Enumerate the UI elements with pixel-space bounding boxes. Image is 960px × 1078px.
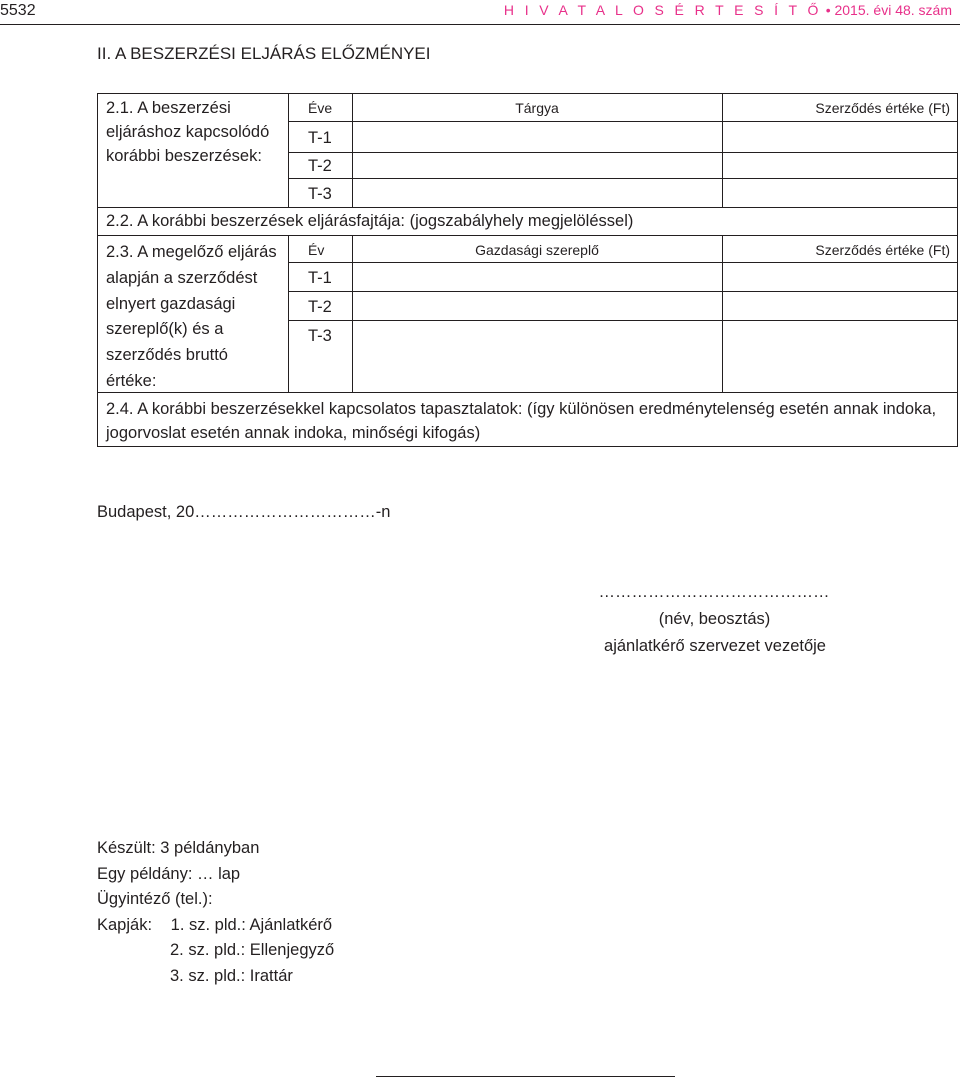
row-label-t1: T-1: [308, 269, 332, 287]
issue-number: • 2015. évi 48. szám: [825, 2, 952, 18]
row-2-3-label: 2.3. A megelőző eljárás alapján a szerződést elnyert gazdasági szereplő(k) és a szerződés bruttó értéke:: [106, 243, 277, 390]
column-header-economic-operator: Gazdasági szereplő: [475, 242, 599, 258]
signature-line: ……………………………………: [598, 583, 830, 601]
signatory-name-title: (név, beosztás): [658, 610, 771, 628]
place-date: Budapest, 20……………………………-n: [97, 503, 391, 521]
row-label-t3: T-3: [308, 185, 332, 203]
administrator: Ügyintéző (tel.):: [97, 890, 213, 908]
column-header-contract-value: Szerződés értéke (Ft): [815, 242, 950, 258]
row-2-2-text: 2.2. A korábbi beszerzések eljárásfajtája: (jogszabályhely megjelöléssel): [106, 212, 634, 230]
one-copy-pages: Egy példány: … lap: [97, 864, 241, 883]
table-rule: [288, 262, 957, 263]
column-header-year: Éve: [308, 100, 333, 116]
row-label-t2: T-2: [308, 298, 332, 316]
column-header-subject: Tárgya: [515, 100, 559, 116]
recipients-label: Kapják:: [97, 915, 153, 934]
row-label-t1: T-1: [308, 129, 332, 147]
column-header-contract-value: Szerződés értéke (Ft): [815, 100, 950, 116]
signature-block: [594, 580, 894, 661]
row-2-4-text: 2.4. A korábbi beszerzésekkel kapcsolatos tapasztalatok: (így különösen eredménytelenség esetén annak indoka, jogorvoslat esetén annak indoka, minőségi kifogás): [106, 400, 937, 442]
table-rule: [722, 235, 723, 392]
running-header: [504, 2, 952, 18]
section-title: II. A BESZERZÉSI ELJÁRÁS ELŐZMÉNYEI: [97, 44, 431, 63]
signatory-role: ajánlatkérő szervezet vezetője: [604, 637, 826, 655]
table-rule: [98, 235, 957, 236]
row-2-1-label: 2.1. A beszerzési eljáráshoz kapcsolódó korábbi beszerzések:: [106, 99, 270, 165]
table-rule: [288, 235, 289, 392]
recipient-2: 2. sz. pld.: Ellenjegyző: [170, 941, 335, 959]
table-rule: [288, 94, 289, 207]
table-rule: [98, 207, 957, 208]
row-label-t2: T-2: [308, 157, 332, 175]
page-number: 5532: [0, 2, 36, 19]
table-rule: [288, 152, 957, 153]
table-rule: [722, 94, 723, 207]
bottom-rule: [376, 1076, 675, 1077]
form-table: [97, 93, 958, 447]
recipient-3: 3. sz. pld.: Irattár: [170, 966, 293, 985]
column-header-year: Év: [308, 242, 325, 258]
recipient-1: 1. sz. pld.: Ajánlatkérő: [170, 915, 333, 934]
copies-count: Készült: 3 példányban: [97, 839, 260, 857]
footer-notes: [97, 836, 334, 989]
recipients-row: [97, 913, 334, 939]
table-rule: [288, 178, 957, 179]
header-rule: [0, 24, 960, 25]
table-rule: [288, 121, 957, 122]
table-rule: [288, 320, 957, 321]
table-rule: [288, 291, 957, 292]
row-label-t3: T-3: [308, 327, 332, 345]
journal-title: H I V A T A L O S É R T E S Í T Ő: [503, 2, 822, 18]
table-rule: [352, 235, 353, 392]
